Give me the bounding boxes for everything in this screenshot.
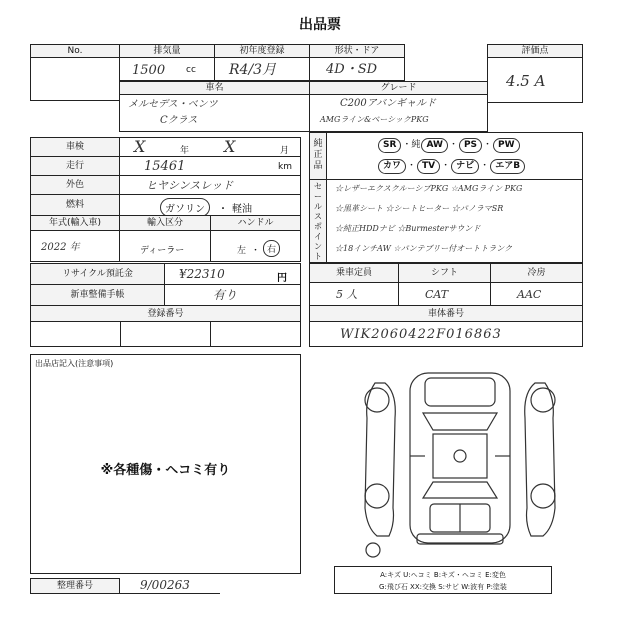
mgmt-label-cell bbox=[30, 578, 120, 594]
model-year-label-cell bbox=[30, 215, 120, 231]
right-front-wheel bbox=[531, 388, 555, 412]
page-title: 出品票 bbox=[299, 17, 341, 33]
recycle-label-cell bbox=[30, 263, 165, 285]
sales-value-cell bbox=[326, 179, 583, 263]
warranty-value: 有り bbox=[213, 288, 238, 302]
rear-window bbox=[423, 482, 497, 498]
ac-label-cell bbox=[490, 263, 583, 283]
fuel-label-cell bbox=[30, 194, 120, 216]
sales-line-2: ☆黒革シート ☆シートヒーター ☆パノラマSR bbox=[335, 204, 504, 213]
roof-center bbox=[454, 450, 466, 462]
color-label: 外色 bbox=[65, 180, 84, 190]
chassis-label: 車体番号 bbox=[427, 309, 464, 319]
equipment-row2: カワ ・ TV ・ ナビ ・ エアB bbox=[377, 158, 526, 174]
sales-line-1: ☆レザーエクスクルーシブPKG ☆AMGライン PKG bbox=[335, 184, 523, 193]
sales-label: セールスポイント bbox=[314, 182, 322, 261]
shape-header-cell bbox=[309, 44, 405, 58]
import-value: ディーラー bbox=[140, 246, 185, 256]
rating-label: 評価点 bbox=[521, 46, 549, 56]
mileage-value-cell bbox=[119, 156, 301, 176]
color-value: ヒヤシンスレッド bbox=[146, 179, 234, 192]
notes-box bbox=[30, 354, 301, 574]
chassis-value: WIK2060422F016863 bbox=[340, 327, 502, 342]
color-value-cell bbox=[119, 175, 301, 195]
first-reg-value: R4/3月 bbox=[229, 62, 277, 78]
equip-airbag: エアB bbox=[490, 159, 525, 174]
warranty-label: 新車整備手帳 bbox=[70, 290, 125, 300]
equip-sr: SR bbox=[378, 138, 401, 153]
legend-line-1: A:キズ U:ヘコミ B:キズ・ヘコミ E:変色 bbox=[380, 571, 506, 579]
right-rear-wheel bbox=[531, 484, 555, 508]
model-year-value-cell bbox=[30, 230, 120, 262]
grade-header-cell bbox=[309, 81, 488, 95]
car-left-side bbox=[365, 383, 395, 536]
grade-label: グレード bbox=[380, 83, 417, 93]
warranty-value-cell bbox=[164, 284, 301, 306]
month-unit: 月 bbox=[280, 146, 290, 156]
notes-text: ※各種傷・ヘコミ有り bbox=[100, 463, 231, 478]
model-year-label: 年式(輸入車) bbox=[48, 218, 102, 228]
mileage-label: 走行 bbox=[65, 161, 84, 171]
grade-value-cell bbox=[309, 94, 488, 132]
inspection-label-cell bbox=[30, 137, 120, 157]
inspection-year-mark: X bbox=[134, 137, 146, 156]
fuel-separator: ・ bbox=[218, 204, 228, 215]
shape-value: 4D・SD bbox=[326, 62, 378, 77]
no-label: No. bbox=[67, 46, 83, 56]
mgmt-value: 9/00263 bbox=[140, 578, 190, 592]
mgmt-value-line bbox=[120, 593, 220, 594]
fuel-diesel: 軽油 bbox=[232, 204, 252, 215]
roof bbox=[433, 434, 487, 478]
ac-label: 冷房 bbox=[527, 268, 546, 278]
km-unit: km bbox=[278, 162, 292, 172]
first-reg-label: 初年度登録 bbox=[239, 46, 285, 56]
displacement-value-cell bbox=[119, 57, 215, 81]
no-value-cell bbox=[30, 57, 120, 101]
model-year-value: 2022 年 bbox=[41, 242, 80, 253]
equip-prefix: ・純 bbox=[402, 140, 421, 150]
displacement-header-cell bbox=[119, 44, 215, 58]
shift-label-cell bbox=[398, 263, 491, 283]
capacity-value-cell bbox=[309, 282, 399, 306]
handle-label: ハンドル bbox=[237, 218, 274, 228]
no-header-cell bbox=[30, 44, 120, 58]
shape-label: 形状・ドア bbox=[334, 46, 380, 56]
reg-number-header-cell bbox=[30, 305, 301, 322]
car-name-value-cell bbox=[119, 94, 310, 132]
year-unit: 年 bbox=[180, 146, 190, 156]
fuel-gasoline: ガソリン bbox=[160, 198, 210, 217]
grade-line2: AMGライン&ベーシックPKG bbox=[320, 115, 429, 124]
handle-dot: ・ bbox=[251, 246, 261, 256]
rating-value: 4.5 A bbox=[506, 72, 546, 90]
chassis-value-cell bbox=[309, 321, 583, 347]
handle-right: 右 bbox=[263, 240, 280, 257]
import-label: 輸入区分 bbox=[146, 218, 183, 228]
equip-aw: AW bbox=[421, 138, 448, 153]
equipment-row1: SR ・純 AW ・ PS ・ PW bbox=[377, 137, 521, 153]
shift-value: CAT bbox=[425, 288, 449, 301]
capacity-label-cell bbox=[309, 263, 399, 283]
mgmt-label: 整理番号 bbox=[56, 581, 93, 591]
spare-tire bbox=[366, 543, 380, 557]
notes-label: 出品店記入(注意事項) bbox=[35, 359, 114, 368]
equip-tv: TV bbox=[417, 159, 440, 174]
yen-unit: 円 bbox=[277, 273, 287, 284]
left-front-wheel bbox=[365, 388, 389, 412]
inspection-label: 車検 bbox=[65, 142, 84, 152]
grade-line1: C200アバンギャルド bbox=[340, 98, 436, 109]
capacity-label: 乗車定員 bbox=[335, 268, 372, 278]
sales-label-cell bbox=[309, 179, 327, 263]
equip-pw: PW bbox=[493, 138, 520, 153]
displacement-value: 1500 bbox=[132, 63, 166, 78]
inspection-value-cell bbox=[119, 137, 301, 157]
sales-line-3: ☆純正HDDナビ ☆Burmesterサウンド bbox=[335, 224, 481, 233]
handle-value-cell bbox=[210, 230, 301, 262]
car-right-side bbox=[525, 383, 555, 536]
fuel-value-cell bbox=[119, 194, 301, 216]
car-damage-diagram bbox=[355, 358, 565, 558]
displacement-unit: cc bbox=[186, 65, 196, 75]
rating-header-cell bbox=[487, 44, 583, 58]
reg-number-label: 登録番号 bbox=[147, 309, 184, 319]
equip-navi: ナビ bbox=[451, 159, 479, 174]
sales-line-4: ☆18インチAW ☆パンテブリー付オートトランク bbox=[335, 244, 513, 253]
import-label-cell bbox=[119, 215, 211, 231]
reg-divider-2 bbox=[210, 321, 211, 347]
recycle-value: ¥22310 bbox=[179, 267, 225, 281]
fuel-label: 燃料 bbox=[65, 200, 84, 210]
shift-label: シフト bbox=[430, 268, 458, 278]
mileage-label-cell bbox=[30, 156, 120, 176]
ac-value: AAC bbox=[517, 288, 542, 301]
damage-legend bbox=[334, 566, 552, 594]
import-value-cell bbox=[119, 230, 211, 262]
shape-value-cell bbox=[309, 57, 405, 81]
recycle-label: リサイクル預託金 bbox=[62, 269, 133, 279]
left-rear-wheel bbox=[365, 484, 389, 508]
inspection-month-mark: X bbox=[224, 137, 236, 156]
reg-number-value-cell bbox=[30, 321, 301, 347]
car-name-line2: Cクラス bbox=[160, 115, 198, 126]
warranty-label-cell bbox=[30, 284, 165, 306]
equip-leather: カワ bbox=[378, 159, 406, 174]
handle-label-cell bbox=[210, 215, 301, 231]
capacity-value: 5 人 bbox=[336, 288, 358, 301]
car-name-line1: メルセデス・ベンツ bbox=[128, 99, 218, 110]
legend-line-2: G:飛び石 XX:交換 S:サビ W:波有 P:塗装 bbox=[379, 583, 507, 591]
equip-ps: PS bbox=[459, 138, 482, 153]
chassis-header-cell bbox=[309, 305, 583, 322]
ac-value-cell bbox=[490, 282, 583, 306]
displacement-label: 排気量 bbox=[153, 46, 181, 56]
equipment-label: 純正品 bbox=[313, 139, 323, 171]
mileage-value: 15461 bbox=[144, 159, 186, 174]
handle-left: 左 bbox=[237, 246, 247, 256]
car-name-header-cell bbox=[119, 81, 310, 95]
rating-value-cell bbox=[487, 57, 583, 103]
hood bbox=[425, 378, 495, 406]
shift-value-cell bbox=[398, 282, 491, 306]
car-name-label: 車名 bbox=[205, 83, 224, 93]
first-reg-value-cell bbox=[214, 57, 310, 81]
equipment-value-cell bbox=[326, 132, 583, 180]
color-label-cell bbox=[30, 175, 120, 195]
equipment-label-cell bbox=[309, 132, 327, 180]
recycle-value-cell bbox=[164, 263, 301, 285]
reg-divider-1 bbox=[120, 321, 121, 347]
windshield bbox=[423, 413, 497, 430]
first-reg-header-cell bbox=[214, 44, 310, 58]
